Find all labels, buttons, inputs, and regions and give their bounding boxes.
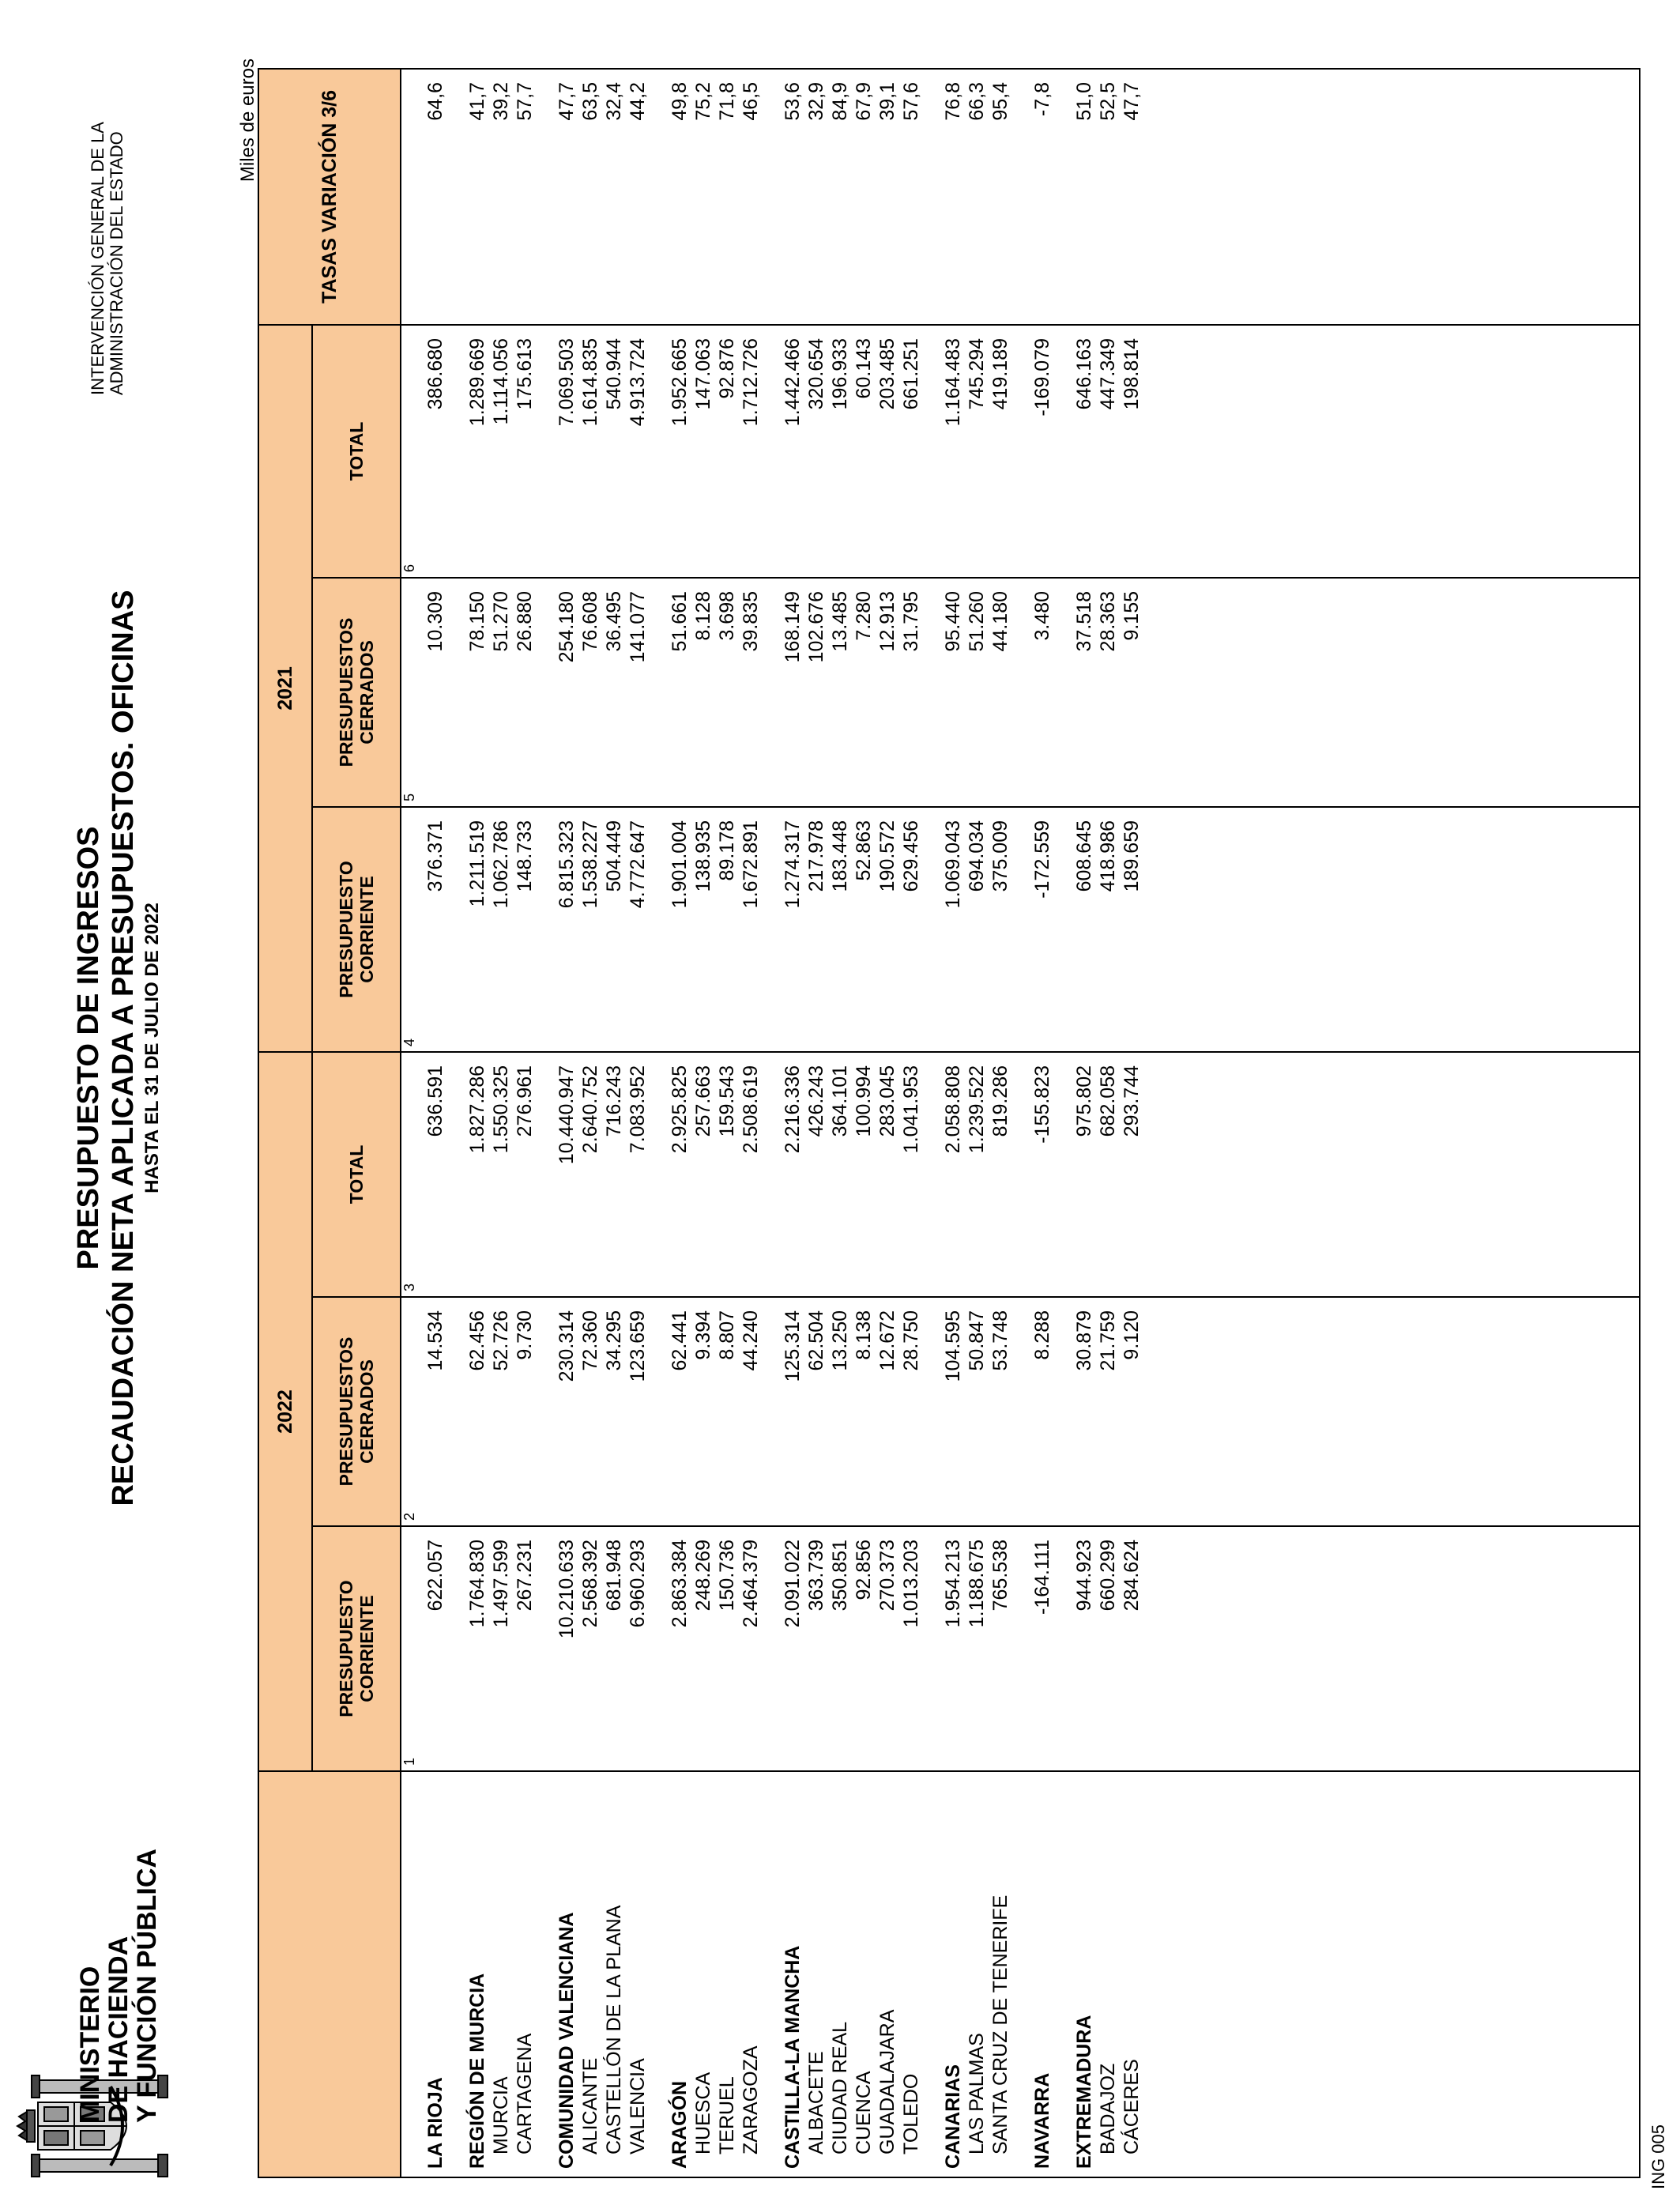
total-2022-cell: 682.058 xyxy=(1096,1052,1120,1297)
tasa-variacion-cell: 66,3 xyxy=(965,69,989,325)
tasa-variacion-cell: 71,8 xyxy=(715,69,739,325)
ministry-line: DE HACIENDA xyxy=(104,1936,134,2123)
office-name: MURCIA xyxy=(489,1771,513,2177)
cerrados-2022-cell: 104.595 xyxy=(941,1297,965,1526)
cerrados-2022-cell: 13.250 xyxy=(828,1297,852,1526)
document-code: ING 005 xyxy=(1648,2124,1668,2189)
title-block xyxy=(71,455,164,1641)
cerrados-2022-cell: 62.456 xyxy=(465,1297,489,1526)
cerrados-2021-cell: 36.495 xyxy=(602,578,626,807)
total-2022-cell: 283.045 xyxy=(876,1052,899,1297)
total-2021-cell: 320.654 xyxy=(804,325,828,578)
total-2022-cell: 819.286 xyxy=(989,1052,1012,1297)
office-name: TOLEDO xyxy=(899,1771,923,2177)
tasa-variacion-cell: 95,4 xyxy=(989,69,1012,325)
revenue-table xyxy=(258,68,1640,2178)
table-row xyxy=(781,69,804,2177)
office-name: CÁCERES xyxy=(1120,1771,1143,2177)
total-2022-cell: 1.041.953 xyxy=(899,1052,923,1297)
column-number: 6 xyxy=(401,325,417,578)
office-name: GUADALAJARA xyxy=(876,1771,899,2177)
total-2021-cell: 4.913.724 xyxy=(626,325,650,578)
corriente-2022-cell: 363.739 xyxy=(804,1526,828,1771)
total-2022-cell: 2.058.808 xyxy=(941,1052,965,1297)
office-name: CASTELLÓN DE LA PLANA xyxy=(602,1771,626,2177)
table-row xyxy=(1096,69,1120,2177)
tasa-variacion-cell: 52,5 xyxy=(1096,69,1120,325)
total-2022-cell: 1.827.286 xyxy=(465,1052,489,1297)
tasa-variacion-cell: 57,7 xyxy=(513,69,537,325)
table-row xyxy=(715,69,739,2177)
office-name: LAS PALMAS xyxy=(965,1771,989,2177)
total-2021-cell: 1.952.665 xyxy=(668,325,691,578)
corriente-2021-cell: 190.572 xyxy=(876,807,899,1052)
region-name: REGIÓN DE MURCIA xyxy=(465,1771,489,2177)
table-row xyxy=(626,69,650,2177)
tasa-variacion-cell: 44,2 xyxy=(626,69,650,325)
total-2022-cell: 257.663 xyxy=(691,1052,715,1297)
total-2022-cell: 975.802 xyxy=(1072,1052,1096,1297)
office-name: CUENCA xyxy=(852,1771,876,2177)
cerrados-2022-cell: 50.847 xyxy=(965,1297,989,1526)
group-spacer xyxy=(537,69,555,2177)
tasa-variacion-cell: 46,5 xyxy=(739,69,763,325)
cerrados-2021-cell: 3.698 xyxy=(715,578,739,807)
total-2022-cell: 100.994 xyxy=(852,1052,876,1297)
table-row xyxy=(578,69,602,2177)
tasa-variacion-cell: 63,5 xyxy=(578,69,602,325)
corriente-2021-cell: 1.672.891 xyxy=(739,807,763,1052)
office-name: TERUEL xyxy=(715,1771,739,2177)
cerrados-2022-cell: 9.120 xyxy=(1120,1297,1143,1526)
table-row xyxy=(489,69,513,2177)
office-name: VALENCIA xyxy=(626,1771,650,2177)
corriente-2021-cell: 629.456 xyxy=(899,807,923,1052)
office-name: HUESCA xyxy=(691,1771,715,2177)
total-2022-cell: 1.550.325 xyxy=(489,1052,513,1297)
table-row xyxy=(852,69,876,2177)
office-name: CIUDAD REAL xyxy=(828,1771,852,2177)
tasa-variacion-cell: 67,9 xyxy=(852,69,876,325)
corriente-2021-cell: 1.274.317 xyxy=(781,807,804,1052)
total-2021-cell: 1.712.726 xyxy=(739,325,763,578)
table-row xyxy=(1120,69,1143,2177)
office-name: ALICANTE xyxy=(578,1771,602,2177)
cerrados-2021-cell: 28.363 xyxy=(1096,578,1120,807)
corriente-2021-cell: 217.978 xyxy=(804,807,828,1052)
table-row xyxy=(417,69,447,2177)
total-2021-cell: 447.349 xyxy=(1096,325,1120,578)
corriente-2021-cell: 375.009 xyxy=(989,807,1012,1052)
cerrados-2021-cell: 102.676 xyxy=(804,578,828,807)
total-2022-cell: 364.101 xyxy=(828,1052,852,1297)
page-title: PRESUPUESTO DE INGRESOS xyxy=(72,826,105,1270)
table-row xyxy=(876,69,899,2177)
table-row xyxy=(668,69,691,2177)
table-row xyxy=(1072,69,1096,2177)
total-2022-cell: 293.744 xyxy=(1120,1052,1143,1297)
cerrados-2021-cell: 39.835 xyxy=(739,578,763,807)
corriente-2021-cell: 52.863 xyxy=(852,807,876,1052)
cerrados-2021-cell: 8.128 xyxy=(691,578,715,807)
tasa-variacion-cell: 57,6 xyxy=(899,69,923,325)
total-2021-cell: 147.063 xyxy=(691,325,715,578)
table-row xyxy=(804,69,828,2177)
cerrados-2021-cell: 3.480 xyxy=(1030,578,1054,807)
total-2022-cell: 276.961 xyxy=(513,1052,537,1297)
cerrados-2022-cell: 8.807 xyxy=(715,1297,739,1526)
office-name: CARTAGENA xyxy=(513,1771,537,2177)
cerrados-2021-cell: 9.155 xyxy=(1120,578,1143,807)
column-number: 1 xyxy=(401,1526,417,1771)
cerrados-2021-cell: 51.270 xyxy=(489,578,513,807)
agency-name xyxy=(89,122,126,395)
column-number: 2 xyxy=(401,1297,417,1526)
ministry-name xyxy=(76,1849,161,2123)
col-total-2021: TOTAL xyxy=(312,325,401,578)
region-name: EXTREMADURA xyxy=(1072,1771,1096,2177)
ministry-line: MINISTERIO xyxy=(75,1966,105,2123)
page-subtitle: RECAUDACIÓN NETA APLICADA A PRESUPUESTOS. OFICINAS xyxy=(107,590,140,1506)
cerrados-2022-cell: 34.295 xyxy=(602,1297,626,1526)
region-name: LA RIOJA xyxy=(417,1771,447,2177)
total-2021-cell: -169.079 xyxy=(1030,325,1054,578)
corriente-2021-cell: 6.815.323 xyxy=(555,807,578,1052)
total-2021-cell: 203.485 xyxy=(876,325,899,578)
cerrados-2022-cell: 44.240 xyxy=(739,1297,763,1526)
agency-line: ADMINISTRACIÓN DEL ESTADO xyxy=(107,131,126,395)
cerrados-2021-cell: 95.440 xyxy=(941,578,965,807)
corriente-2021-cell: 1.538.227 xyxy=(578,807,602,1052)
tasa-variacion-cell: 76,8 xyxy=(941,69,965,325)
cerrados-2021-cell: 7.280 xyxy=(852,578,876,807)
corriente-2022-cell: 6.960.293 xyxy=(626,1526,650,1771)
table-row xyxy=(1030,69,1054,2177)
total-2021-cell: 540.944 xyxy=(602,325,626,578)
corriente-2021-cell: 89.178 xyxy=(715,807,739,1052)
tasa-variacion-cell: 32,9 xyxy=(804,69,828,325)
year-2022-header: 2022 xyxy=(258,1052,312,1771)
group-spacer xyxy=(447,69,465,2177)
tasa-variacion-cell: 75,2 xyxy=(691,69,715,325)
col-corriente-2021: PRESUPUESTO CORRIENTE xyxy=(312,807,401,1052)
total-2021-cell: 92.876 xyxy=(715,325,739,578)
corriente-2022-cell: 284.624 xyxy=(1120,1526,1143,1771)
group-spacer xyxy=(1054,69,1072,2177)
table-row xyxy=(602,69,626,2177)
cerrados-2022-cell: 52.726 xyxy=(489,1297,513,1526)
total-2021-cell: 419.189 xyxy=(989,325,1012,578)
tasa-variacion-cell: 39,2 xyxy=(489,69,513,325)
cerrados-2022-cell: 53.748 xyxy=(989,1297,1012,1526)
cerrados-2022-cell: 8.288 xyxy=(1030,1297,1054,1526)
table-header xyxy=(258,69,401,2177)
column-number: 4 xyxy=(401,807,417,1052)
total-2022-cell: 2.925.825 xyxy=(668,1052,691,1297)
tasa-variacion-cell: 41,7 xyxy=(465,69,489,325)
tasa-variacion-cell: 39,1 xyxy=(876,69,899,325)
column-number: 3 xyxy=(401,1052,417,1297)
group-spacer xyxy=(650,69,668,2177)
table-row xyxy=(691,69,715,2177)
column-number: 5 xyxy=(401,578,417,807)
corriente-2022-cell: 10.210.633 xyxy=(555,1526,578,1771)
cerrados-2022-cell: 62.441 xyxy=(668,1297,691,1526)
table-row xyxy=(989,69,1012,2177)
corriente-2022-cell: 1.954.213 xyxy=(941,1526,965,1771)
region-name: ARAGÓN xyxy=(668,1771,691,2177)
corriente-2022-cell: 2.091.022 xyxy=(781,1526,804,1771)
corriente-2021-cell: 376.371 xyxy=(417,807,447,1052)
corriente-2022-cell: 1.497.599 xyxy=(489,1526,513,1771)
total-2021-cell: 198.814 xyxy=(1120,325,1143,578)
period-label: HASTA EL 31 DE JULIO DE 2022 xyxy=(141,903,163,1193)
total-2021-cell: 1.289.669 xyxy=(465,325,489,578)
group-spacer xyxy=(1012,69,1030,2177)
cerrados-2022-cell: 123.659 xyxy=(626,1297,650,1526)
total-2022-cell: 2.508.619 xyxy=(739,1052,763,1297)
cerrados-2021-cell: 26.880 xyxy=(513,578,537,807)
total-2021-cell: 1.442.466 xyxy=(781,325,804,578)
corriente-2021-cell: -172.559 xyxy=(1030,807,1054,1052)
tasa-variacion-cell: 84,9 xyxy=(828,69,852,325)
office-name: ALBACETE xyxy=(804,1771,828,2177)
corriente-2022-cell: 2.863.384 xyxy=(668,1526,691,1771)
tasa-variacion-cell: 51,0 xyxy=(1072,69,1096,325)
total-2021-cell: 646.163 xyxy=(1072,325,1096,578)
total-2022-cell: 716.243 xyxy=(602,1052,626,1297)
cerrados-2022-cell: 62.504 xyxy=(804,1297,828,1526)
cerrados-2022-cell: 9.394 xyxy=(691,1297,715,1526)
corriente-2021-cell: 608.645 xyxy=(1072,807,1096,1052)
corriente-2022-cell: 1.013.203 xyxy=(899,1526,923,1771)
corriente-2021-cell: 148.733 xyxy=(513,807,537,1052)
total-2021-cell: 1.164.483 xyxy=(941,325,965,578)
corriente-2022-cell: 681.948 xyxy=(602,1526,626,1771)
corriente-2021-cell: 138.935 xyxy=(691,807,715,1052)
region-name: NAVARRA xyxy=(1030,1771,1054,2177)
total-2021-cell: 661.251 xyxy=(899,325,923,578)
corriente-2022-cell: 267.231 xyxy=(513,1526,537,1771)
corriente-2021-cell: 189.659 xyxy=(1120,807,1143,1052)
cerrados-2021-cell: 76.608 xyxy=(578,578,602,807)
cerrados-2021-cell: 13.485 xyxy=(828,578,852,807)
corriente-2021-cell: 504.449 xyxy=(602,807,626,1052)
cerrados-2021-cell: 44.180 xyxy=(989,578,1012,807)
cerrados-2022-cell: 230.314 xyxy=(555,1297,578,1526)
total-2022-cell: 2.216.336 xyxy=(781,1052,804,1297)
corriente-2021-cell: 1.901.004 xyxy=(668,807,691,1052)
table-row xyxy=(465,69,489,2177)
total-2022-cell: 636.591 xyxy=(417,1052,447,1297)
region-name: COMUNIDAD VALENCIANA xyxy=(555,1771,578,2177)
cerrados-2021-cell: 78.150 xyxy=(465,578,489,807)
table-filler xyxy=(1143,69,1640,2177)
corriente-2022-cell: 660.299 xyxy=(1096,1526,1120,1771)
agency-line: INTERVENCIÓN GENERAL DE LA xyxy=(88,122,107,395)
group-spacer xyxy=(763,69,781,2177)
cerrados-2022-cell: 14.534 xyxy=(417,1297,447,1526)
corriente-2022-cell: 1.764.830 xyxy=(465,1526,489,1771)
cerrados-2022-cell: 21.759 xyxy=(1096,1297,1120,1526)
corriente-2022-cell: 350.851 xyxy=(828,1526,852,1771)
cerrados-2022-cell: 28.750 xyxy=(899,1297,923,1526)
total-2022-cell: 159.543 xyxy=(715,1052,739,1297)
table-row xyxy=(739,69,763,2177)
cerrados-2021-cell: 10.309 xyxy=(417,578,447,807)
cerrados-2022-cell: 125.314 xyxy=(781,1297,804,1526)
region-name: CASTILLA-LA MANCHA xyxy=(781,1771,804,2177)
office-name: SANTA CRUZ DE TENERIFE xyxy=(989,1771,1012,2177)
ministry-line: Y FUNCIÓN PÚBLICA xyxy=(132,1849,162,2123)
table-row xyxy=(965,69,989,2177)
total-2022-cell: 1.239.522 xyxy=(965,1052,989,1297)
total-2022-cell: -155.823 xyxy=(1030,1052,1054,1297)
total-2021-cell: 386.680 xyxy=(417,325,447,578)
cerrados-2021-cell: 51.260 xyxy=(965,578,989,807)
corriente-2021-cell: 418.986 xyxy=(1096,807,1120,1052)
corriente-2022-cell: -164.111 xyxy=(1030,1526,1054,1771)
total-2022-cell: 7.083.952 xyxy=(626,1052,650,1297)
col-cerrados-2022: PRESUPUESTOS CERRADOS xyxy=(312,1297,401,1526)
corriente-2021-cell: 1.211.519 xyxy=(465,807,489,1052)
tasas-header: TASAS VARIACIÓN 3/6 xyxy=(258,69,401,325)
column-number-row xyxy=(401,69,417,2177)
year-2021-header: 2021 xyxy=(258,325,312,1052)
col-total-2022: TOTAL xyxy=(312,1052,401,1297)
total-2021-cell: 1.114.056 xyxy=(489,325,513,578)
office-name: ZARAGOZA xyxy=(739,1771,763,2177)
tasa-variacion-cell: 47,7 xyxy=(1120,69,1143,325)
corriente-2022-cell: 92.856 xyxy=(852,1526,876,1771)
corriente-2022-cell: 248.269 xyxy=(691,1526,715,1771)
total-2022-cell: 10.440.947 xyxy=(555,1052,578,1297)
corriente-2022-cell: 765.538 xyxy=(989,1526,1012,1771)
corriente-2021-cell: 1.069.043 xyxy=(941,807,965,1052)
table-row xyxy=(899,69,923,2177)
region-name: CANARIAS xyxy=(941,1771,965,2177)
tasa-variacion-cell: -7,8 xyxy=(1030,69,1054,325)
units-label: Miles de euros xyxy=(237,58,258,183)
cerrados-2022-cell: 30.879 xyxy=(1072,1297,1096,1526)
corriente-2021-cell: 4.772.647 xyxy=(626,807,650,1052)
total-2022-cell: 2.640.752 xyxy=(578,1052,602,1297)
tasa-variacion-cell: 49,8 xyxy=(668,69,691,325)
cerrados-2021-cell: 12.913 xyxy=(876,578,899,807)
cerrados-2021-cell: 168.149 xyxy=(781,578,804,807)
cerrados-2022-cell: 72.360 xyxy=(578,1297,602,1526)
office-name: BADAJOZ xyxy=(1096,1771,1120,2177)
tasa-variacion-cell: 47,7 xyxy=(555,69,578,325)
corriente-2022-cell: 2.568.392 xyxy=(578,1526,602,1771)
cerrados-2022-cell: 8.138 xyxy=(852,1297,876,1526)
col-cerrados-2021: PRESUPUESTOS CERRADOS xyxy=(312,578,401,807)
cerrados-2021-cell: 141.077 xyxy=(626,578,650,807)
col-corriente-2022: PRESUPUESTO CORRIENTE xyxy=(312,1526,401,1771)
tasa-variacion-cell: 32,4 xyxy=(602,69,626,325)
total-2022-cell: 426.243 xyxy=(804,1052,828,1297)
tasa-variacion-cell: 53,6 xyxy=(781,69,804,325)
cerrados-2021-cell: 51.661 xyxy=(668,578,691,807)
corriente-2022-cell: 1.188.675 xyxy=(965,1526,989,1771)
corriente-2021-cell: 1.062.786 xyxy=(489,807,513,1052)
corriente-2021-cell: 694.034 xyxy=(965,807,989,1052)
cerrados-2022-cell: 9.730 xyxy=(513,1297,537,1526)
total-2021-cell: 60.143 xyxy=(852,325,876,578)
cerrados-2021-cell: 254.180 xyxy=(555,578,578,807)
table-row xyxy=(513,69,537,2177)
tasa-variacion-cell: 64,6 xyxy=(417,69,447,325)
office-column-header xyxy=(258,1771,401,2177)
table-row xyxy=(941,69,965,2177)
table-body xyxy=(401,69,1640,2177)
total-2021-cell: 1.614.835 xyxy=(578,325,602,578)
corriente-2022-cell: 622.057 xyxy=(417,1526,447,1771)
cerrados-2022-cell: 12.672 xyxy=(876,1297,899,1526)
corriente-2022-cell: 150.736 xyxy=(715,1526,739,1771)
corriente-2022-cell: 944.923 xyxy=(1072,1526,1096,1771)
total-2021-cell: 7.069.503 xyxy=(555,325,578,578)
group-spacer xyxy=(923,69,941,2177)
corriente-2022-cell: 270.373 xyxy=(876,1526,899,1771)
cerrados-2021-cell: 31.795 xyxy=(899,578,923,807)
table-row xyxy=(828,69,852,2177)
table-row xyxy=(555,69,578,2177)
total-2021-cell: 745.294 xyxy=(965,325,989,578)
total-2021-cell: 196.933 xyxy=(828,325,852,578)
corriente-2021-cell: 183.448 xyxy=(828,807,852,1052)
corriente-2022-cell: 2.464.379 xyxy=(739,1526,763,1771)
total-2021-cell: 175.613 xyxy=(513,325,537,578)
cerrados-2021-cell: 37.518 xyxy=(1072,578,1096,807)
